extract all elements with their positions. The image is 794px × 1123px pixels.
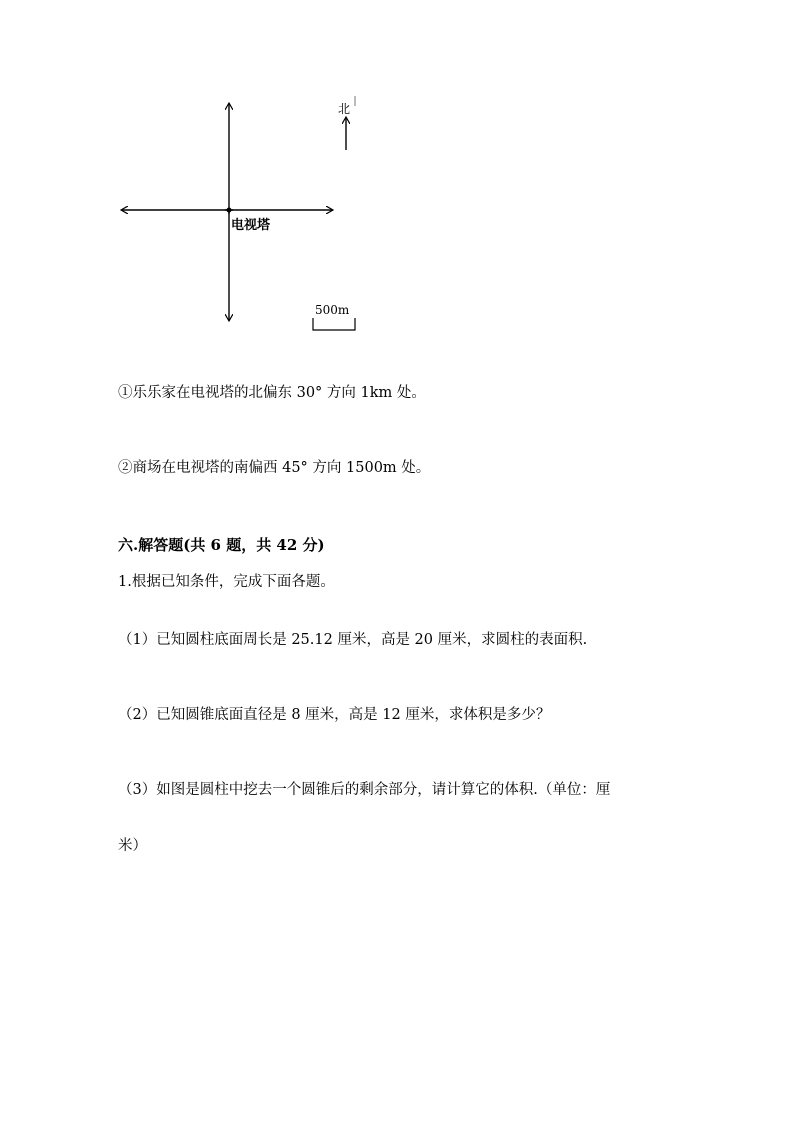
scale-bar (313, 318, 355, 330)
sub-question-3-line-1: （3）如图是圆柱中挖去一个圆锥后的剩余部分，请计算它的体积.（单位：厘 (118, 782, 611, 798)
item-2: ②商场在电视塔的南偏西 45° 方向 1500m 处。 (118, 460, 431, 476)
north-label: 北 (338, 102, 351, 116)
sub-question-3-line-2: 米） (118, 838, 147, 854)
problem-stem: 1.根据已知条件，完成下面各题。 (118, 574, 335, 590)
scale-label: 500m (315, 303, 350, 317)
section-title: 六.解答题(共 6 题，共 42 分) (118, 536, 325, 554)
tower-point (227, 208, 232, 213)
sub-question-2: （2）已知圆锥底面直径是 8 厘米，高是 12 厘米，求体积是多少？ (118, 707, 551, 723)
direction-diagram (110, 92, 370, 337)
tower-label: 电视塔 (231, 218, 271, 233)
item-1: ①乐乐家在电视塔的北偏东 30° 方向 1km 处。 (118, 385, 426, 401)
sub-question-1: （1）已知圆柱底面周长是 25.12 厘米，高是 20 厘米，求圆柱的表面积. (118, 632, 588, 648)
